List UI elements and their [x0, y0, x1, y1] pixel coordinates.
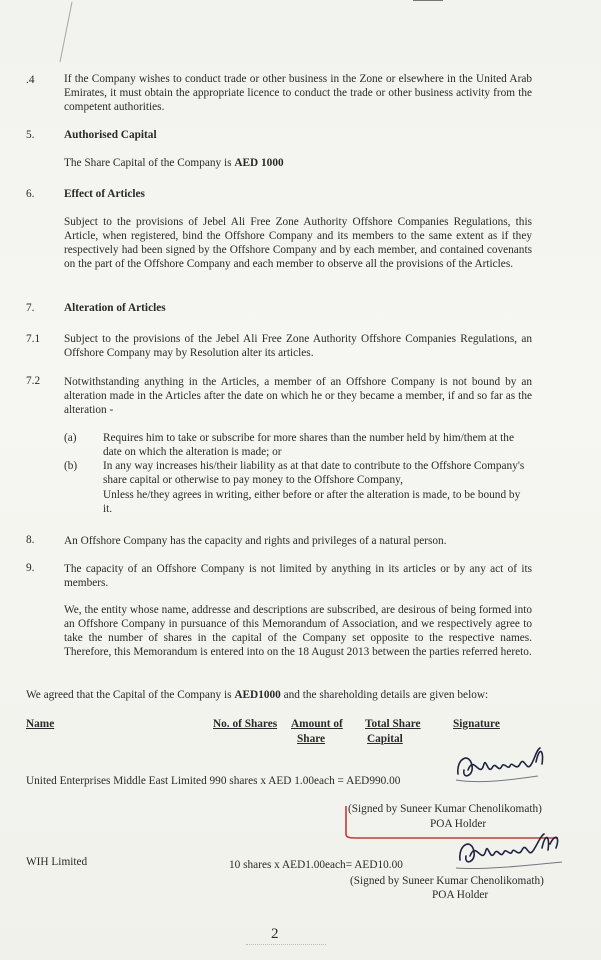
agreed-capital-line: [26, 689, 488, 701]
page-number: 2: [271, 926, 279, 942]
header-no-of-shares: No. of Shares: [213, 718, 278, 730]
clause-8-number: 8.: [26, 534, 35, 546]
clause-6-number: 6.: [26, 188, 35, 200]
clause-7-2-a-text: Requires him to take or subscribe for more shares than the number held by him/them at the date on which the alteration is made; or: [103, 432, 514, 458]
top-edge-line: [413, 0, 443, 1]
clause-9-text: The capacity of an Offshore Company is not limited by anything in its articles or by any act of its members.: [64, 563, 532, 589]
clause-7-1-text: Subject to the provisions of the Jebel Ali Free Zone Authority Offshore Companies Regulations, an Offshore Company may by Resolution alter its articles.: [64, 333, 532, 359]
agreed-amount: AED1000: [234, 689, 281, 701]
header-amount-of-share-1: Amount of: [291, 718, 343, 730]
clause-7-1-number: 7.1: [26, 333, 41, 345]
clause-7-2-number: 7.2: [26, 375, 41, 387]
header-total-share-capital-2: Capital: [367, 733, 403, 745]
clause-9-text-2: We, the entity whose name, addresse and descriptions are subscribed, are desirous of being formed into an Offshore Company in pursuance of this Memorandum of Association, and we respectively agree to take the number of shares in the capital of the Company set opposite to the respective names. Therefore, this Memorandum is entered into on the 18 August 2013 between the parties referred hereto.: [64, 604, 532, 658]
row-2-name: WIH Limited: [26, 856, 88, 868]
clause-9-number: 9.: [26, 562, 35, 574]
agreed-suffix: and the shareholding details are given below:: [280, 689, 489, 701]
pencil-mark: [50, 0, 80, 70]
row-2-role: POA Holder: [432, 889, 489, 901]
clause-6-text: Subject to the provisions of Jebel Ali Free Zone Authority Offshore Companies Regulations, this Article, when registered, bind the Offshore Company and its members to the same extent as if they respectively had been signed by the Offshore Company and by each member, and contained covenants on the part of the Offshore Company and each member to observe all the provisions of the Articles.: [64, 216, 532, 270]
share-capital-label: The Share Capital of the Company is: [64, 157, 235, 169]
clause-5-number: 5.: [26, 129, 35, 141]
clause-7-2-a-label: (a): [64, 432, 77, 444]
clause-6-heading: Effect of Articles: [64, 188, 145, 200]
clause-5-text: [64, 157, 284, 169]
signature-2: [452, 824, 572, 874]
signature-1: [450, 740, 560, 788]
row-1-entry: United Enterprises Middle East Limited 990 shares x AED 1.00each = AED990.00: [26, 775, 401, 787]
clause-5-heading: Authorised Capital: [64, 129, 157, 141]
footer-faint-mark: [246, 944, 326, 945]
row-1-role: POA Holder: [430, 818, 487, 830]
clause-7-2-b-text: In any way increases his/their liability as at that date to contribute to the Offshore Company's share capital or otherwise to pay money to the Offshore Company,: [103, 460, 525, 486]
clause-7-heading: Alteration of Articles: [64, 302, 166, 314]
clause-7-2-text: Notwithstanding anything in the Articles, a member of an Offshore Company is not bound by an alteration made in the Articles after the date on which he or they became a member, if and so far as the alteration -: [64, 376, 532, 416]
row-2-entry: 10 shares x AED1.00each= AED10.00: [229, 859, 403, 871]
header-signature: Signature: [453, 718, 500, 730]
clause-8-text: An Offshore Company has the capacity and rights and privileges of a natural person.: [64, 535, 447, 547]
clause-4-text: If the Company wishes to conduct trade or other business in the Zone or elsewhere in the United Arab Emirates, it must obtain the appropriate licence to conduct the trade or other business activity from the competent authorities.: [64, 73, 532, 113]
row-2-signed-by: (Signed by Suneer Kumar Chenolikomath): [350, 875, 544, 887]
agreed-prefix: We agreed that the Capital of the Company is: [26, 689, 235, 701]
share-capital-amount: AED 1000: [234, 157, 284, 169]
header-amount-of-share-2: Share: [297, 733, 326, 745]
clause-7-2-b-text-2: Unless he/they agrees in writing, either before or after the alteration is made, to be bound by it.: [103, 489, 521, 515]
clause-7-2-b-label: (b): [64, 460, 78, 472]
header-total-share-capital-1: Total Share: [365, 718, 421, 730]
row-1-signed-by: (Signed by Suneer Kumar Chenolikomath): [348, 803, 542, 815]
header-name: Name: [26, 718, 55, 730]
clause-7-number: 7.: [26, 302, 35, 314]
clause-4-number: .4: [26, 74, 35, 86]
